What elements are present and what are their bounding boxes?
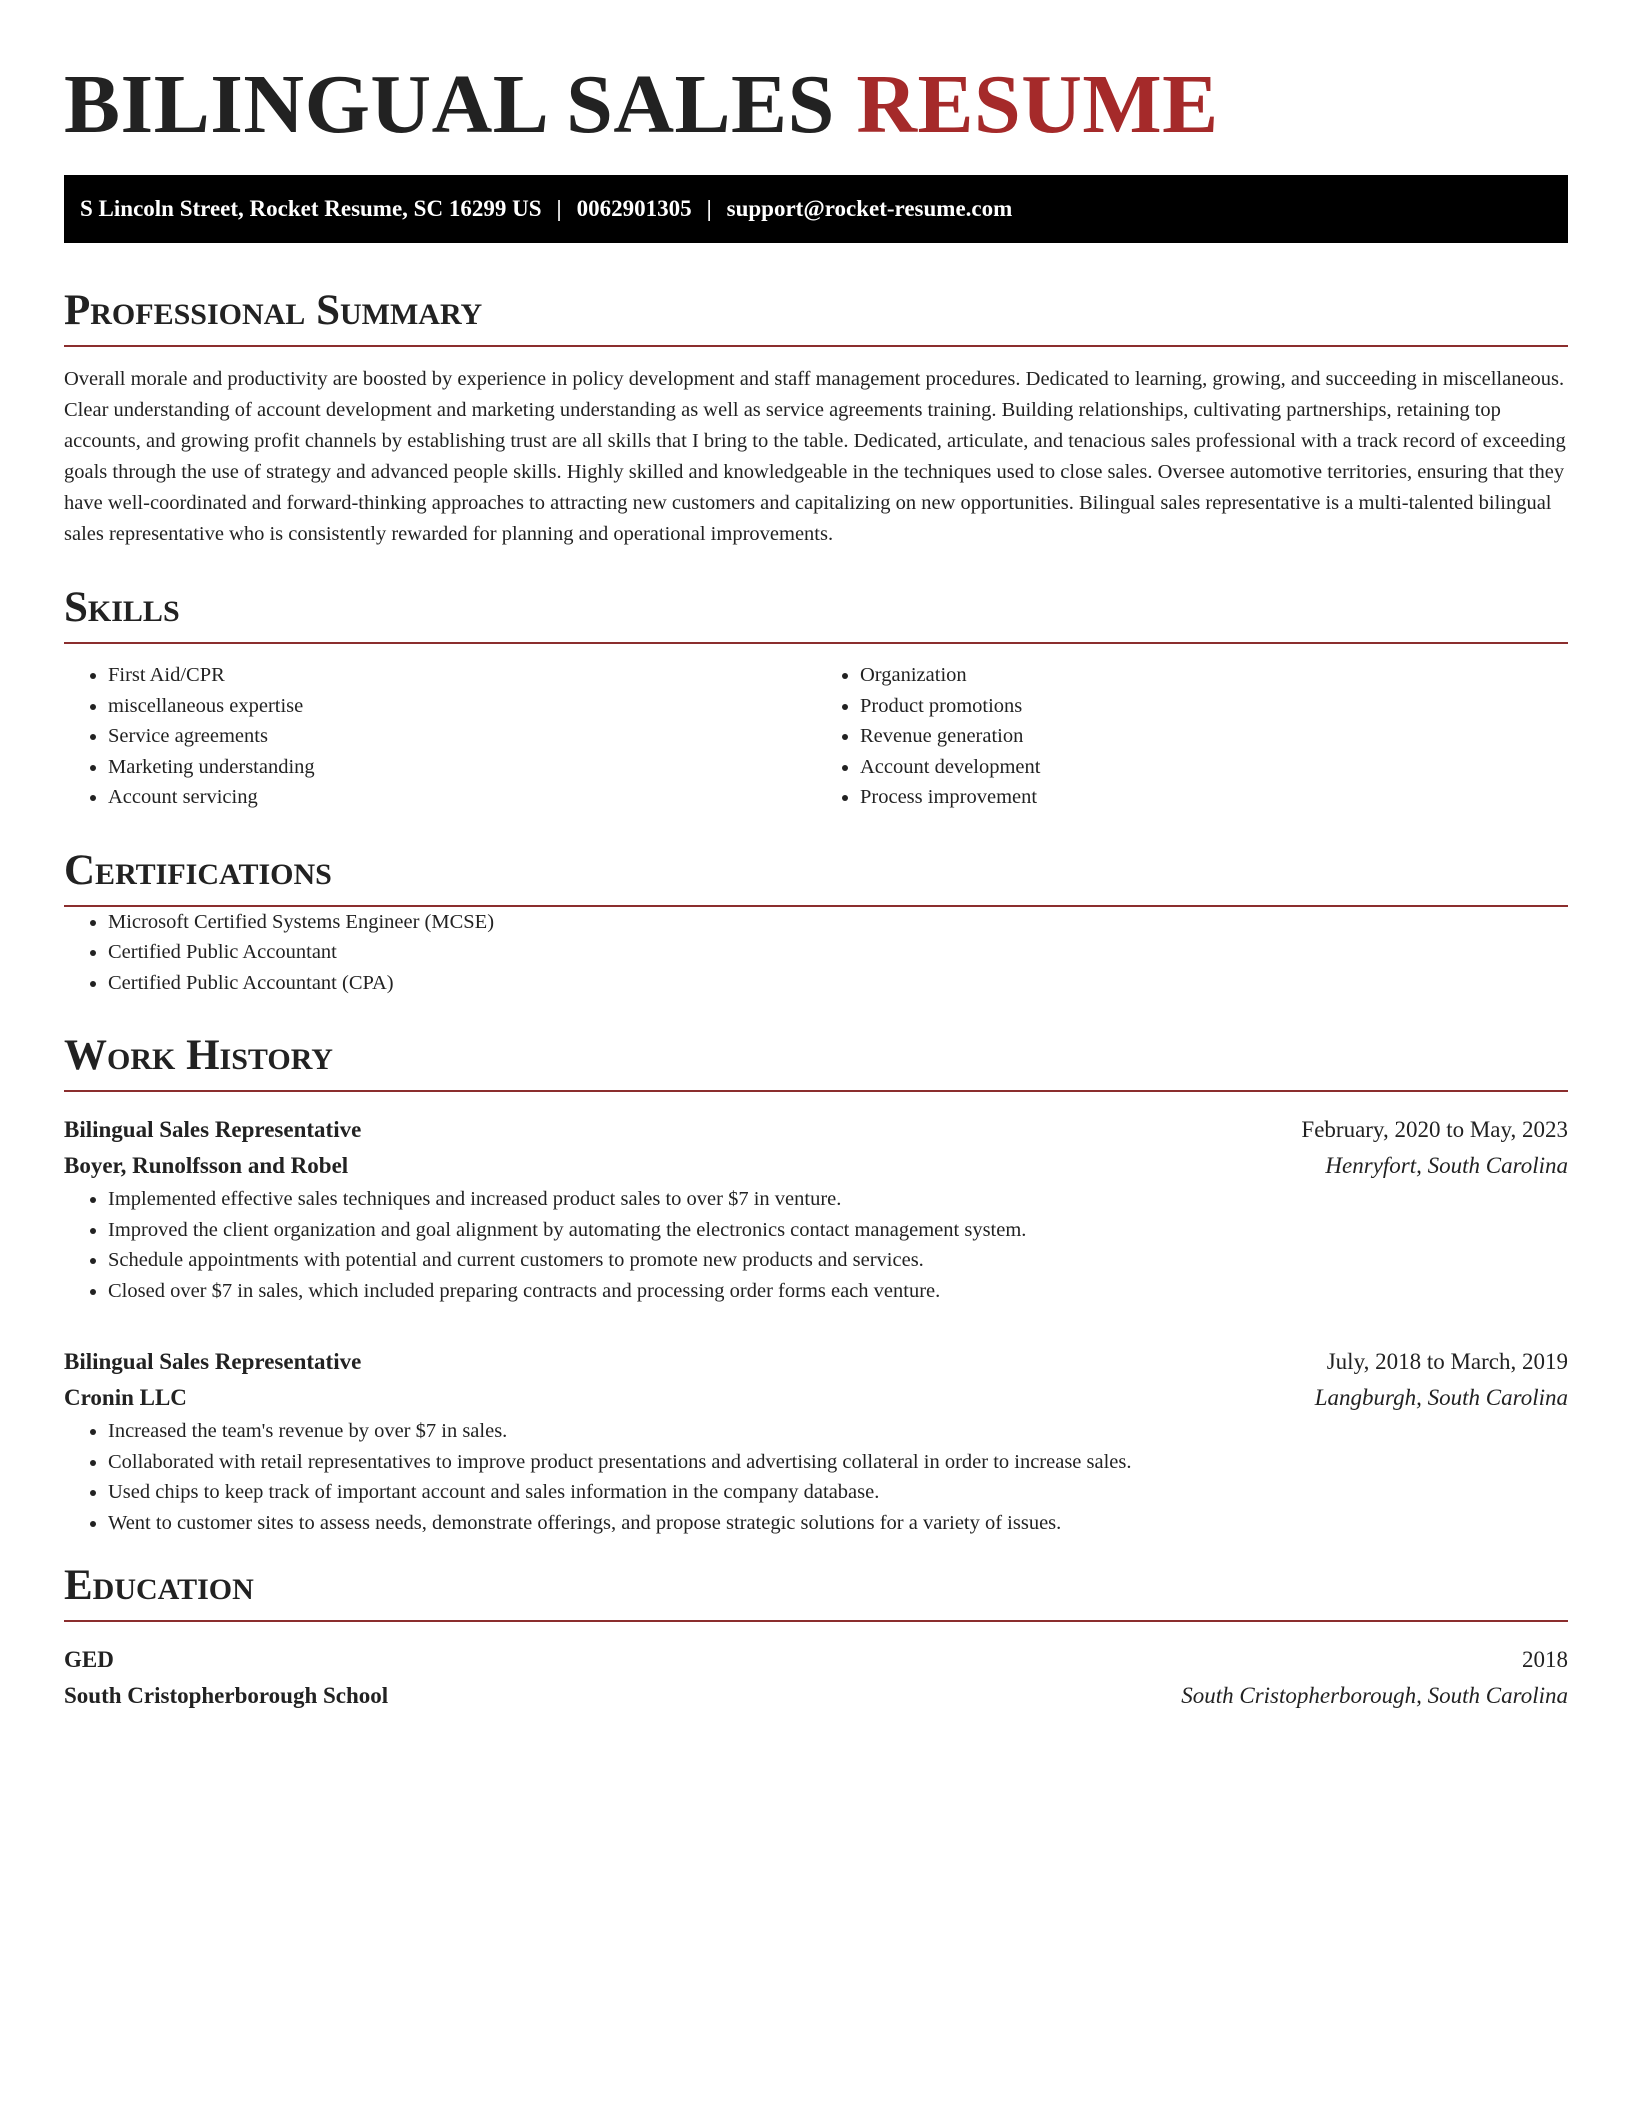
skill-item: • Product promotions — [860, 691, 1568, 722]
education-entry — [64, 1642, 1568, 1714]
job-location: Henryfort, South Carolina — [1325, 1153, 1568, 1178]
job-bullet: • Implemented effective sales techniques and increased product sales to over $7 in venture. — [108, 1184, 1568, 1215]
skills-column-right — [816, 660, 1568, 813]
job-bullet: • Schedule appointments with potential and current customers to promote new products and services. — [108, 1245, 1568, 1276]
title-accent: RESUME — [856, 58, 1219, 151]
job-dates: July, 2018 to March, 2019 — [1326, 1349, 1568, 1374]
skill-item: • Account servicing — [108, 782, 816, 813]
education-degree: GED — [64, 1647, 114, 1672]
skill-item: • Account development — [860, 752, 1568, 783]
job-company-row — [64, 1148, 1568, 1184]
job-company: Boyer, Runolfsson and Robel — [64, 1153, 349, 1178]
job-bullet: • Used chips to keep track of important account and sales information in the company database. — [108, 1477, 1568, 1508]
skill-item: • Marketing understanding — [108, 752, 816, 783]
contact-separator: | — [706, 196, 712, 221]
job-company: Cronin LLC — [64, 1385, 187, 1410]
certification-item: • Certified Public Accountant (CPA) — [108, 968, 1568, 999]
job-bullets — [64, 1184, 1568, 1306]
job-bullet: • Increased the team's revenue by over $7 in sales. — [108, 1416, 1568, 1447]
skill-item: • Revenue generation — [860, 721, 1568, 752]
resume-title — [64, 55, 1568, 155]
job-title: Bilingual Sales Representative — [64, 1349, 362, 1374]
job-title-row — [64, 1344, 1568, 1380]
job-dates: February, 2020 to May, 2023 — [1301, 1117, 1568, 1142]
skills-list-right — [816, 660, 1568, 813]
contact-email: support@rocket-resume.com — [726, 196, 1013, 221]
certification-item: • Certified Public Accountant — [108, 937, 1568, 968]
job-entry — [64, 1112, 1568, 1306]
section-heading-certifications: Certifications — [64, 847, 1568, 907]
job-bullet: • Collaborated with retail representatives to improve product presentations and advertising collateral in order to increase sales. — [108, 1447, 1568, 1478]
skills-list-left — [64, 660, 816, 813]
education-degree-row — [64, 1642, 1568, 1678]
professional-summary-section — [64, 287, 1568, 550]
skill-item: • First Aid/CPR — [108, 660, 816, 691]
job-title-row — [64, 1112, 1568, 1148]
skill-item: • miscellaneous expertise — [108, 691, 816, 722]
skill-item: • Process improvement — [860, 782, 1568, 813]
job-bullet: • Went to customer sites to assess needs, demonstrate offerings, and propose strategic solutions for a variety of issues. — [108, 1508, 1568, 1539]
contact-phone: 0062901305 — [576, 196, 692, 221]
skills-grid — [64, 660, 1568, 813]
job-entry — [64, 1344, 1568, 1538]
education-location: South Cristopherborough, South Carolina — [1181, 1683, 1568, 1708]
work-history-section — [64, 1032, 1568, 1538]
skill-item: • Organization — [860, 660, 1568, 691]
section-heading-work-history: Work History — [64, 1032, 1568, 1092]
summary-text: Overall morale and productivity are boosted by experience in policy development and staff management procedures. Dedicated to learning, growing, and succeeding in miscellaneous. Clear understanding of account development and marketing understanding as well as service agreements training. Building relationships, cultivating partnerships, retaining top accounts, and growing profit channels by establishing trust are all skills that I bring to the table. Dedicated, articulate, and tenacious sales professional with a track record of exceeding goals through the use of strategy and advanced people skills. Highly skilled and knowledgeable in the techniques used to close sales. Oversee automotive territories, ensuring that they have well-coordinated and forward-thinking approaches to attracting new customers and capitalizing on new opportunities. Bilingual sales representative is a multi-talented bilingual sales representative who is consistently rewarded for planning and operational improvements. — [64, 368, 1566, 545]
contact-bar — [64, 175, 1568, 243]
skills-section — [64, 584, 1568, 813]
education-school: South Cristopherborough School — [64, 1683, 389, 1708]
skill-item: • Service agreements — [108, 721, 816, 752]
contact-address: S Lincoln Street, Rocket Resume, SC 16299 US — [80, 196, 542, 221]
education-section — [64, 1562, 1568, 1714]
job-company-row — [64, 1380, 1568, 1416]
job-bullets — [64, 1416, 1568, 1538]
contact-separator: | — [556, 196, 562, 221]
certifications-section — [64, 847, 1568, 999]
title-main: BILINGUAL SALES — [64, 58, 835, 151]
section-heading-summary: Professional Summary — [64, 287, 1568, 347]
job-bullet: • Improved the client organization and goal alignment by automating the electronics contact management system. — [108, 1215, 1568, 1246]
section-heading-education: Education — [64, 1562, 1568, 1622]
job-bullet: • Closed over $7 in sales, which included preparing contracts and processing order forms each venture. — [108, 1276, 1568, 1307]
section-heading-skills: Skills — [64, 584, 1568, 644]
certifications-list — [64, 907, 1568, 999]
education-school-row — [64, 1678, 1568, 1714]
skills-column-left — [64, 660, 816, 813]
job-location: Langburgh, South Carolina — [1314, 1385, 1568, 1410]
job-title: Bilingual Sales Representative — [64, 1117, 362, 1142]
certification-item: • Microsoft Certified Systems Engineer (MCSE) — [108, 907, 1568, 938]
education-year: 2018 — [1522, 1647, 1568, 1672]
